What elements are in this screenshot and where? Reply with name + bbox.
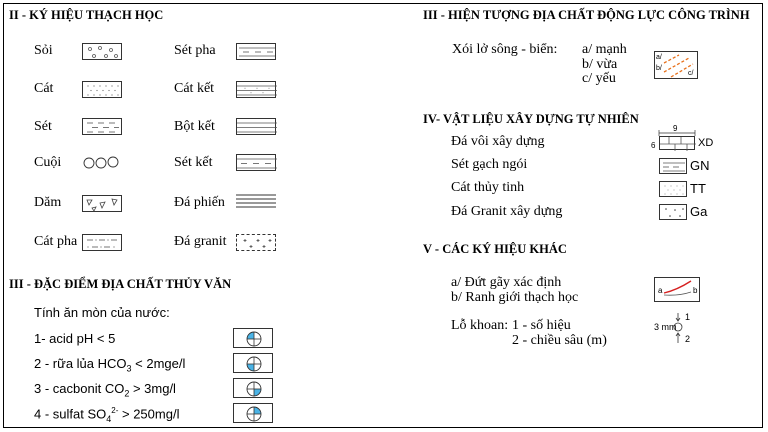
erosion-symbol-icon — [654, 51, 698, 79]
lith-label-setket: Sét kết — [174, 155, 213, 170]
material-label-glasssand: Cát thủy tinh — [451, 180, 525, 195]
lith-label-setpha: Sét pha — [174, 43, 216, 58]
borehole-num-2: 2 — [685, 334, 691, 344]
dynamics-title: III - HIỆN TƯỢNG ĐỊA CHẤT ĐỘNG LỰC CÔNG TRÌNH — [423, 8, 750, 22]
lith-label-cat: Cát — [34, 81, 54, 96]
lith-label-set: Sét — [34, 119, 52, 134]
water-leaching-symbol-icon — [233, 353, 273, 373]
limestone-brick-symbol-icon — [659, 136, 695, 150]
lith-label-dagranit: Đá granit — [174, 234, 227, 249]
lith-label-dam: Dăm — [34, 195, 62, 210]
materials-title: IV- VẬT LIỆU XÂY DỰNG TỰ NHIÊN — [423, 112, 639, 126]
fault-line-symbol-icon — [654, 277, 700, 302]
erosion-label: Xói lở sông - biển: — [452, 42, 558, 57]
lith-label-cuoi: Cuội — [34, 155, 62, 170]
pebble-pattern-icon — [82, 43, 122, 60]
dim-side-label: 6 — [651, 141, 656, 150]
erosion-mark-c: c/ — [688, 70, 694, 77]
sand-dot-pattern-icon — [82, 81, 122, 98]
cobble-circle-pattern-icon — [82, 154, 122, 171]
lith-label-daphien: Đá phiến — [174, 195, 225, 210]
lithology-title: II - KÝ HIỆU THẠCH HỌC — [9, 8, 164, 22]
fault-mark-b: b — [693, 286, 698, 295]
lith-label-botket: Bột kết — [174, 119, 215, 134]
material-code-tt: TT — [690, 181, 706, 196]
borehole-diameter-label: 3 mm — [654, 322, 677, 332]
material-label-brickclay: Sét gạch ngói — [451, 157, 528, 172]
hydro-item-1: 1- acid pH < 5 — [34, 331, 116, 346]
lith-label-catket: Cát kết — [174, 81, 215, 96]
fault-label: a/ Đứt gãy xác định — [451, 275, 562, 290]
water-sulfate-symbol-icon — [233, 403, 273, 423]
material-code-gn: GN — [690, 158, 710, 173]
granite-pattern-icon — [236, 234, 276, 251]
borehole-label: Lỗ khoan: — [451, 318, 509, 333]
siltstone-pattern-icon — [236, 118, 276, 135]
glasssand-symbol-icon — [659, 181, 687, 197]
material-label-limestone: Đá vôi xây dựng — [451, 134, 545, 149]
sandy-loam-pattern-icon — [82, 234, 122, 251]
boundary-label: b/ Ranh giới thạch học — [451, 290, 579, 305]
borehole-num-1: 1 — [685, 312, 691, 322]
hydro-item-4: 4 - sulfat $SO_4^{2-} > 250mg/l$ — [34, 406, 180, 424]
material-label-granite: Đá Granit xây dựng — [451, 204, 563, 219]
water-carbonic-symbol-icon — [233, 378, 273, 398]
borehole-line-2: 2 - chiều sâu (m) — [512, 333, 607, 348]
schist-pattern-icon — [236, 193, 276, 210]
material-code-xd: XD — [698, 137, 714, 149]
material-code-ga: Ga — [690, 204, 708, 219]
fault-mark-a: a — [658, 286, 663, 295]
dim-top-label: 9 — [673, 124, 678, 133]
erosion-mark-a: a/ — [656, 54, 662, 61]
clay-dash-pattern-icon — [82, 118, 122, 135]
erosion-level-a: a/ mạnh — [582, 42, 627, 57]
hydro-title: III - ĐẶC ĐIỂM ĐỊA CHẤT THỦY VĂN — [9, 277, 232, 291]
other-title: V - CÁC KÝ HIỆU KHÁC — [423, 242, 567, 256]
erosion-level-c: c/ yếu — [582, 71, 616, 86]
hydro-item-2: 2 - rữa lủa $HCO_3 < 2mge/l$ — [34, 356, 186, 374]
gravel-triangle-pattern-icon — [82, 195, 122, 212]
erosion-level-b: b/ vừa — [582, 57, 618, 72]
lith-label-catpha: Cát pha — [34, 234, 78, 249]
borehole-line-1: 1 - số hiệu — [512, 318, 571, 333]
hydro-item-3: 3 - cacbonit $CO_2 > 3mg/l$ — [34, 381, 176, 399]
water-acid-symbol-icon — [233, 328, 273, 348]
brickclay-symbol-icon — [659, 158, 687, 174]
lith-label-soi: Sỏi — [34, 43, 53, 58]
hydro-subtitle: Tính ăn mòn của nước: — [34, 305, 170, 320]
sandstone-pattern-icon — [236, 81, 276, 98]
granite-material-symbol-icon — [659, 204, 687, 220]
erosion-mark-b: b/ — [656, 65, 662, 72]
clay-loam-pattern-icon — [236, 43, 276, 60]
claystone-pattern-icon — [236, 154, 276, 171]
